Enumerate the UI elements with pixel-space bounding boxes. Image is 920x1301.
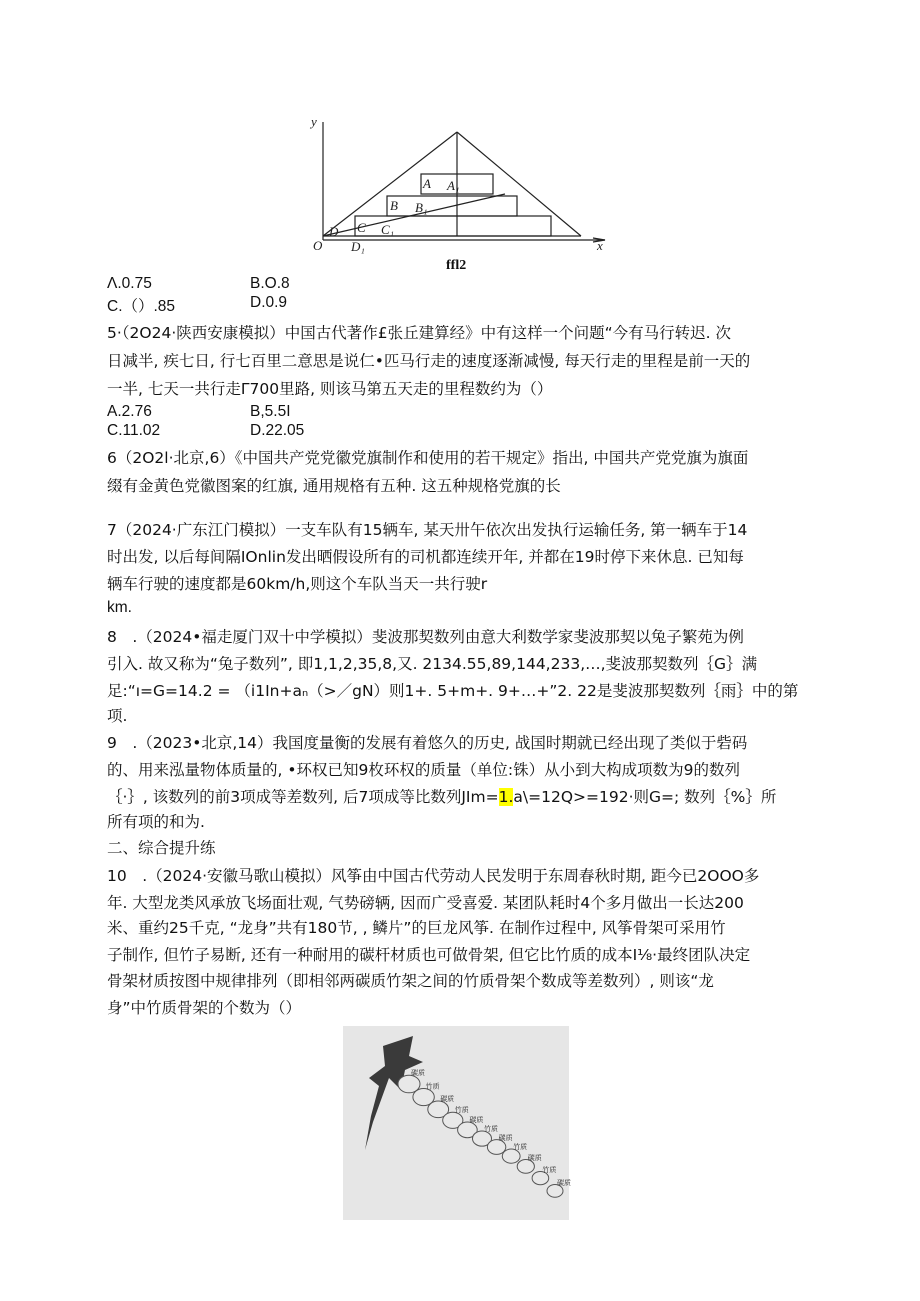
label-c: C bbox=[357, 220, 366, 235]
apex-line-right bbox=[457, 132, 581, 236]
label-b1: B₁ bbox=[415, 200, 428, 215]
q10-line-3: 米、重约25千克, “龙身”共有180节, , 鳞片”的巨龙风筝. 在制作过程中, 风筝骨架可采用竹 bbox=[107, 919, 726, 937]
q5-line-1: 5·（2O24·陕西安康模拟）中国古代著作£张丘建算经》中有这样一个问题“今有马行转迟. 次 bbox=[107, 324, 731, 342]
kite-segment-label: 碳质 bbox=[469, 1116, 484, 1125]
kite-segment bbox=[487, 1140, 505, 1155]
kite-segment-label: 竹质 bbox=[425, 1082, 440, 1091]
q10-line-4: 子制作, 但竹子易断, 还有一种耐用的碳杆材质也可做骨架, 但它比竹质的成本I⅛·最终团队决定 bbox=[107, 946, 751, 964]
kite-segment-label: 竹质 bbox=[513, 1143, 528, 1152]
section-title: 二、综合提升练 bbox=[107, 839, 216, 857]
kite-segment-label: 碳质 bbox=[527, 1153, 542, 1162]
q7-line-3: 辆车行驶的速度都是60km/h,则这个车队当天一共行驶r bbox=[107, 575, 488, 593]
q10-line-6: 身”中竹质骨架的个数为（） bbox=[107, 999, 302, 1017]
q10-line-1: 10 .（2024·安徽马歌山模拟）风筝由中国古代劳动人民发明于东周春秋时期, 距今已2OOO多 bbox=[107, 867, 760, 885]
geometry-figure bbox=[305, 112, 615, 252]
q5-line-2: 日减半, 疾七日, 行七百里二意思是说仁•匹马行走的速度逐渐减慢, 每天行走的里程是前一天的 bbox=[107, 352, 751, 370]
q7-line-4: km. bbox=[107, 599, 132, 616]
q9-line-2: 的、用来泓量物体质量的, •环权已知9枚环权的质量（单位:铢）从小到大构成项数为9的数列 bbox=[107, 761, 740, 779]
q9-line-3-tail: a\=12Q>=192·则G=; 数列｛%｝所 bbox=[513, 788, 777, 806]
q4-option-b: B.O.8 bbox=[250, 275, 290, 292]
kite-segment-label: 碳质 bbox=[440, 1094, 455, 1103]
q8-line-3: 足:“ı=G=14.2 = （i1In+aₙ（>／gN）则1+. 5+m+. 9+…+”2. 22是斐波那契数列｛雨｝中的第 bbox=[107, 682, 799, 700]
kite-segment-label: 碳质 bbox=[498, 1133, 513, 1142]
q8-line-1: 8 .（2024•福走厦门双十中学模拟）斐波那契数列由意大利数学家斐波那契以兔子繁苑为例 bbox=[107, 628, 744, 646]
q7-line-2: 时出发, 以后每间隔IOnlin发出晒假设所有的司机都连续开年, 并都在19时停下来休息. 已知每 bbox=[107, 548, 744, 566]
q7-line-1: 7（2024·广东江门模拟）一支车队有15辆车, 某天卅午依次出发执行运输任务, 第一辆车于14 bbox=[107, 521, 748, 539]
q8-line-4: 项. bbox=[107, 707, 128, 725]
label-origin: O bbox=[313, 238, 323, 253]
q5-option-d: D.22.05 bbox=[250, 422, 305, 439]
q5-option-a: A.2.76 bbox=[107, 403, 152, 420]
q5-option-c: C.11.02 bbox=[107, 422, 161, 439]
label-d: D bbox=[329, 224, 339, 239]
label-c1: C₁ bbox=[381, 222, 395, 237]
kite-segment-label: 碳质 bbox=[557, 1178, 571, 1187]
q9-line-3-text: ｛·｝, 该数列的前3项成等差数列, 后7项成等比数列JIm= bbox=[107, 788, 499, 806]
label-a1: A₁ bbox=[447, 178, 460, 193]
label-a: A bbox=[423, 176, 431, 191]
q4-option-d: D.0.9 bbox=[250, 294, 288, 311]
label-y: y bbox=[311, 114, 317, 129]
label-b: B bbox=[390, 198, 398, 213]
kite-segment-label: 竹质 bbox=[454, 1106, 469, 1115]
label-x: x bbox=[597, 238, 603, 253]
kite-segment-label: 竹质 bbox=[484, 1125, 498, 1134]
q6-line-1: 6（2O2l·北京,6）《中国共产党党徽党旗制作和使用的若干规定》指出, 中国共产党党旗为旗面 bbox=[107, 449, 749, 467]
q9-line-4: 所有项的和为. bbox=[107, 813, 205, 831]
q5-option-b: B,5.5I bbox=[250, 403, 291, 420]
q10-line-5: 骨架材质按图中规律排列（即相邻两碳质竹架之间的竹质骨架个数成等差数列）, 则该“龙 bbox=[107, 972, 714, 990]
q6-line-2: 缀有金黄色党徽图案的红旗, 通用规格有五种. 这五种规格党旗的长 bbox=[107, 477, 561, 495]
dragon-kite-image bbox=[343, 1026, 569, 1220]
kite-segment-label: 碳质 bbox=[411, 1069, 425, 1077]
kite-segment-label: 竹质 bbox=[542, 1165, 557, 1174]
q9-highlight: 1. bbox=[498, 788, 514, 806]
q4-option-a: Λ.0.75 bbox=[107, 275, 152, 292]
figure-caption: ffl2 bbox=[446, 258, 467, 273]
q4-option-c: C.（）.85 bbox=[107, 298, 176, 315]
q10-line-2: 年. 大型龙类风承放飞场面壮观, 气势磅辆, 因而广受喜爱. 某团队耗时4个多月做出一长达200 bbox=[107, 894, 744, 912]
q5-line-3: 一半, 七天一共行走Γ700里路, 则该马第五天走的里程数约为（） bbox=[107, 380, 553, 398]
q8-line-2: 引入. 故又称为“兔子数列”, 即1,1,2,35,8,又. 2134.55,89,144,233,…,斐波那契数列｛G｝满 bbox=[107, 655, 758, 673]
q9-line-1: 9 .（2023•北京,14）我国度量衡的发展有着悠久的历史, 战国时期就已经出现了类似于砦码 bbox=[107, 734, 748, 752]
label-d1: D₁ bbox=[351, 239, 365, 254]
